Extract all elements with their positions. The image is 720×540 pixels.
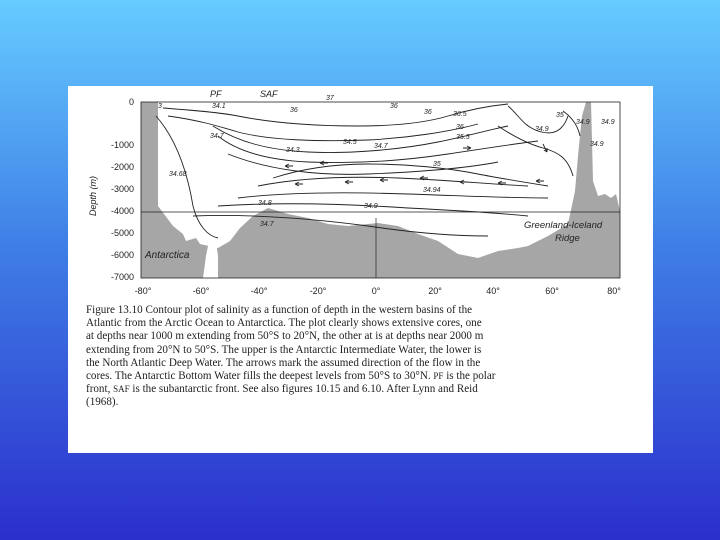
contour-label: 34.9 <box>590 141 604 148</box>
caption-line: at depths near 1000 m extending from 50°S to 20°N, the other at is at depths near 2000 m <box>86 330 484 343</box>
caption-line: is the polar <box>443 370 496 383</box>
salinity-contours <box>156 104 580 238</box>
contour-label: 34.9 <box>601 119 615 126</box>
y-tick-label: -4000 <box>110 206 134 216</box>
caption-line: cores. The Antarctic Bottom Water fills the deepest levels from 50°S to 30°N. <box>86 370 434 383</box>
contour-label: 37 <box>326 95 334 102</box>
contour-label: 35 <box>556 112 564 119</box>
caption-line: extending from 20°N to 50°S. The upper is the Antarctic Intermediate Water, the lower is <box>86 343 482 356</box>
antarctica-label: Antarctica <box>145 250 190 261</box>
contour-label: 3 <box>158 103 162 110</box>
contour-label: 34.7 <box>210 133 224 140</box>
y-tick-label: -3000 <box>110 184 134 194</box>
x-tick-label: 0° <box>371 286 381 296</box>
contour-label: 34.68 <box>169 171 187 178</box>
contour-label: 34.1 <box>212 103 226 110</box>
y-tick-label: 0 <box>128 97 134 107</box>
contour-label: 34.5 <box>343 139 357 146</box>
contour-label: 35 <box>433 161 441 168</box>
contour-label: 34.9 <box>576 119 590 126</box>
y-axis <box>88 97 134 282</box>
contour-label: 34.3 <box>286 147 300 154</box>
caption-abbrev-saf: SAF <box>113 384 130 395</box>
x-tick-label: 60° <box>545 286 559 296</box>
caption-line: front, <box>86 383 114 396</box>
x-tick-label: 80° <box>607 286 621 296</box>
x-tick-label: -80° <box>134 286 152 296</box>
figure-page <box>68 86 653 453</box>
caption-line: Atlantic from the Arctic Ocean to Antarctica. The plot clearly shows extensive cores, one <box>86 317 482 330</box>
contour-labels <box>158 95 615 228</box>
front-label-saf: SAF <box>260 89 278 99</box>
contour-label: 34.94 <box>423 187 441 194</box>
x-tick-label: -60° <box>192 286 210 296</box>
contour-label: 35.5 <box>456 134 470 141</box>
y-tick-label: -7000 <box>110 272 134 282</box>
x-tick-label: 40° <box>486 286 500 296</box>
y-tick-label: -1000 <box>110 140 134 150</box>
y-axis-label: Depth (m) <box>88 175 98 216</box>
front-label-pf: PF <box>210 89 222 99</box>
x-axis <box>135 286 622 296</box>
contour-label: 34.7 <box>260 221 274 228</box>
contour-label: 36 <box>290 107 298 114</box>
ridge-label-line2: Ridge <box>555 233 580 244</box>
caption-line: is the subantarctic front. See also figures 10.15 and 6.10. After Lynn and Reid <box>129 383 478 396</box>
contour-label: 34.7 <box>374 143 388 150</box>
y-tick-label: -5000 <box>110 228 134 238</box>
caption-line: Contour plot of salinity as a function of depth in the western basins of the <box>142 304 473 316</box>
contour-label: 36 <box>456 124 464 131</box>
contour-label: 36 <box>424 109 432 116</box>
y-tick-label: -2000 <box>110 162 134 172</box>
y-tick-label: -6000 <box>110 250 134 260</box>
figure-number: Figure 13.10 <box>86 304 143 316</box>
x-tick-label: 20° <box>428 286 442 296</box>
contour-label: 36.5 <box>453 111 467 118</box>
x-tick-label: -40° <box>250 286 268 296</box>
salinity-section-figure <box>68 86 653 304</box>
figure-caption <box>86 304 631 410</box>
contour-label: 36 <box>390 103 398 110</box>
contour-label: 34.9 <box>535 126 549 133</box>
contour-label: 34.9 <box>364 203 378 210</box>
contour-label: 34.8 <box>258 200 272 207</box>
caption-line: (1968). <box>86 396 119 409</box>
x-tick-label: -20° <box>309 286 327 296</box>
caption-abbrev-pf: PF <box>433 371 444 382</box>
ridge-label-line1: Greenland-Iceland <box>524 220 603 231</box>
caption-line: the North Atlantic Deep Water. The arrows mark the assumed direction of the flow in the <box>86 356 481 369</box>
